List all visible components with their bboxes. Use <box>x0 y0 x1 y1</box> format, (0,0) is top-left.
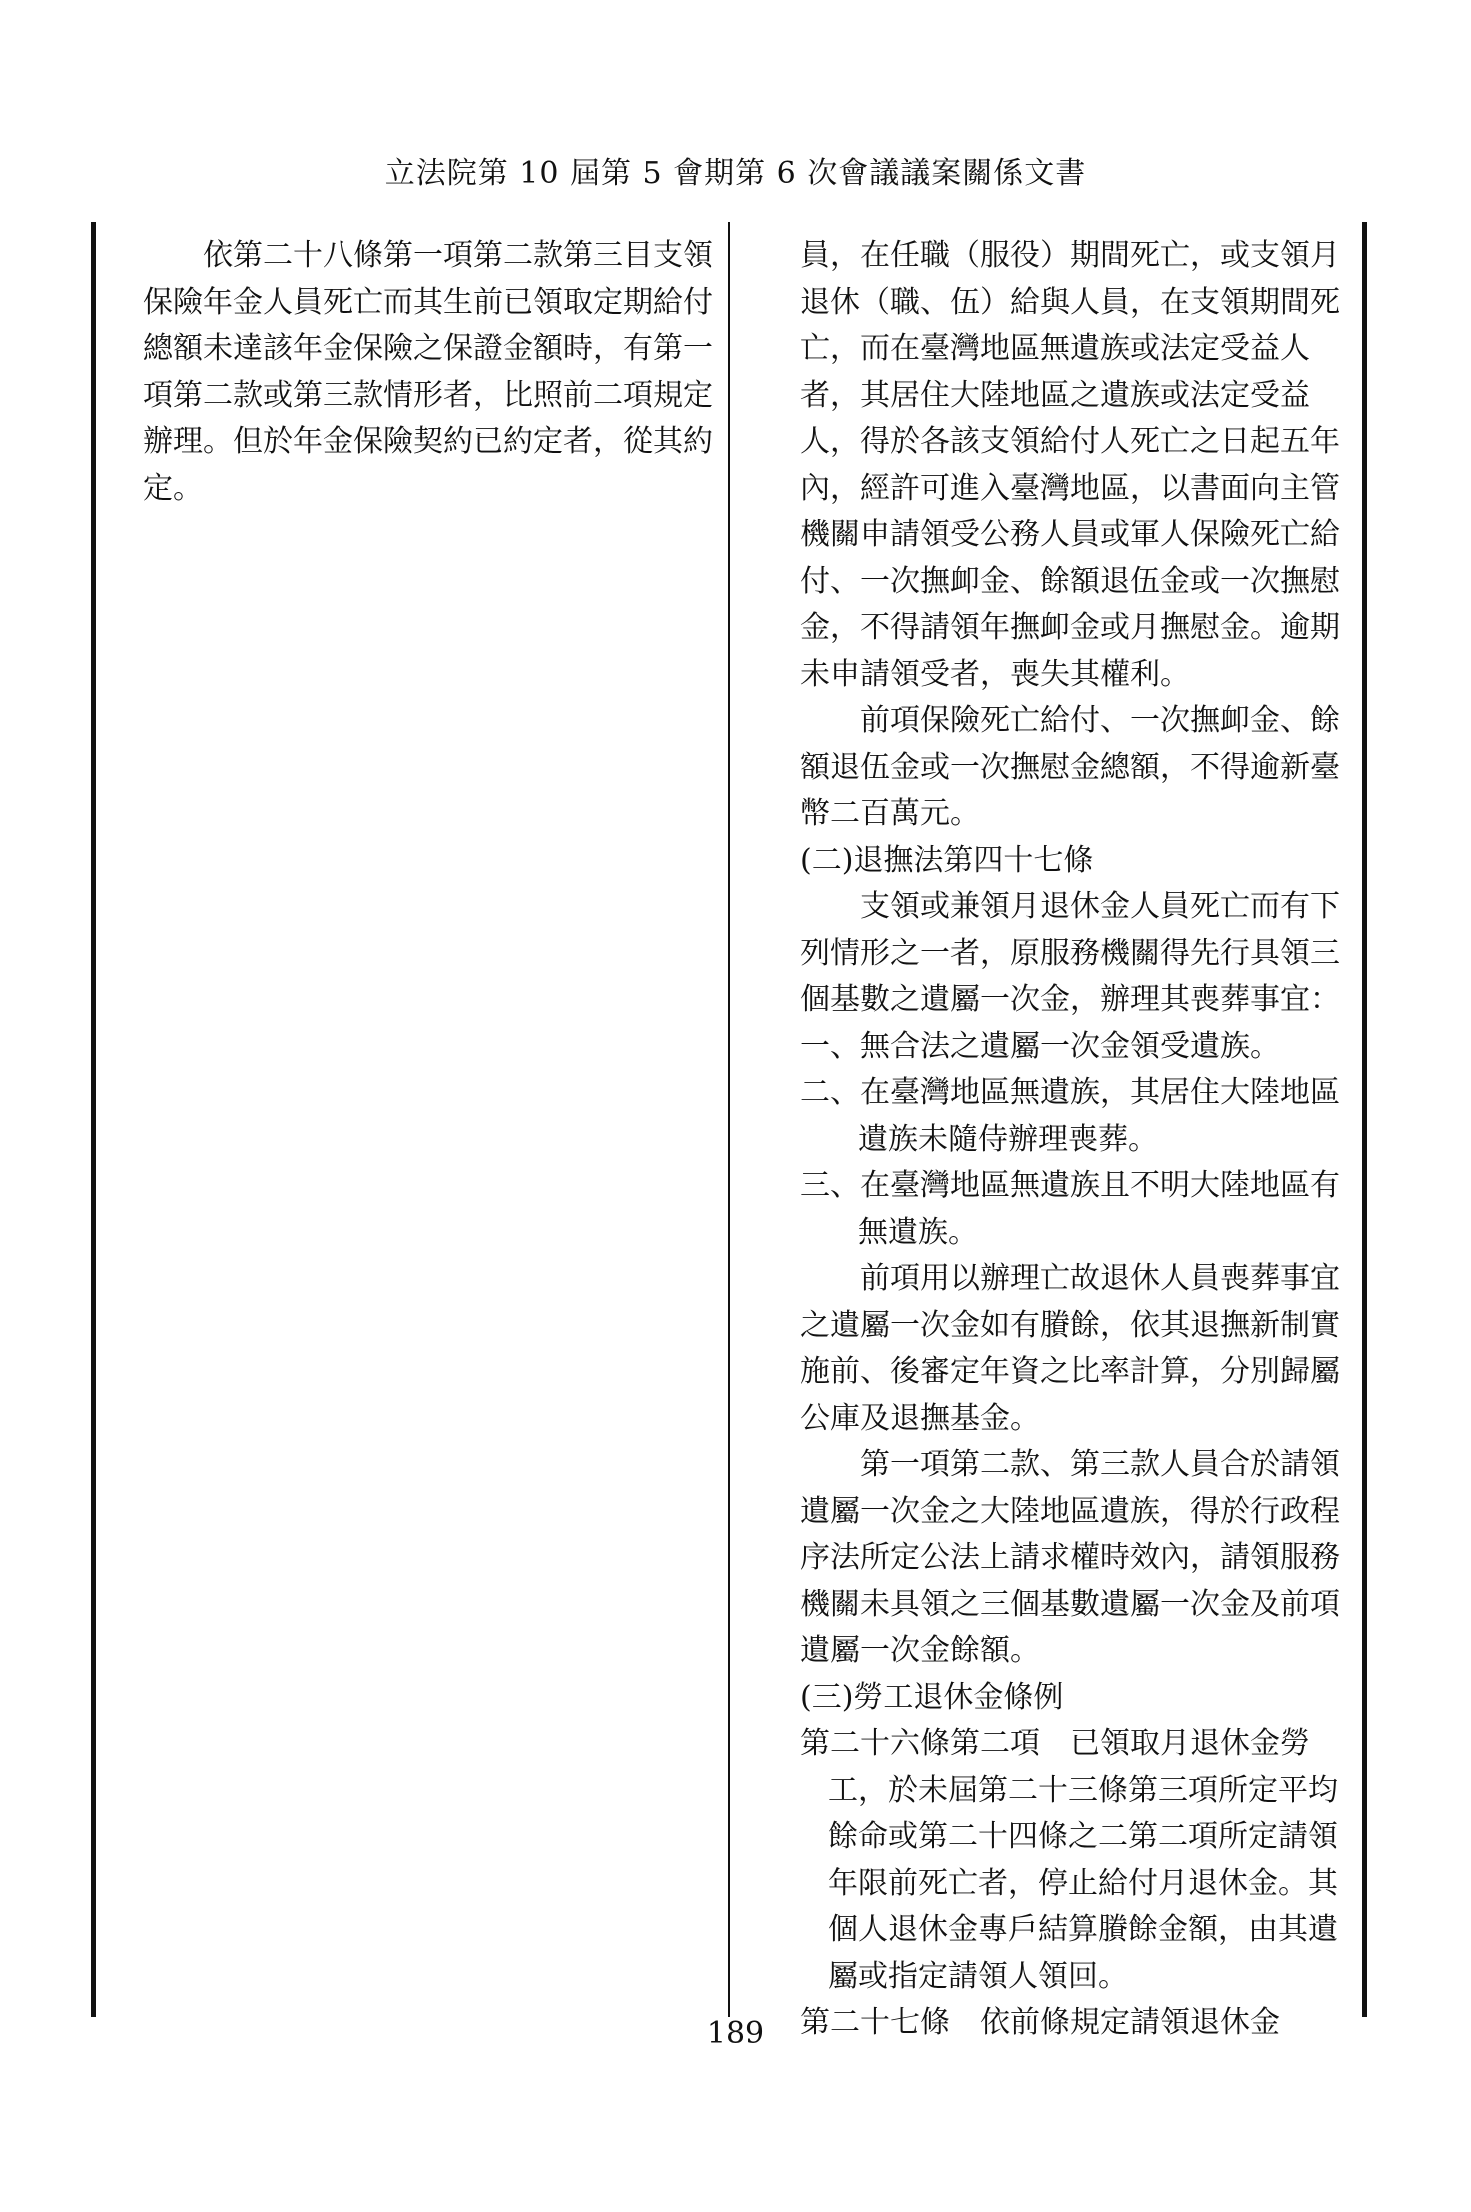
list-item: 三、在臺灣地區無遺族且不明大陸地區有無遺族。 <box>800 1168 1340 1250</box>
list-item: 一、無合法之遺屬一次金領受遺族。 <box>800 1028 1280 1064</box>
section-heading: (三)勞工退休金條例 <box>800 1679 1064 1715</box>
list-item: 二、在臺灣地區無遺族，其居住大陸地區遺族未隨侍辦理喪葬。 <box>800 1075 1340 1157</box>
section-heading: (二)退撫法第四十七條 <box>800 842 1094 878</box>
paragraph: 支領或兼領月退休金人員死亡而有下列情形之一者，原服務機關得先行具領三個基數之遺屬一次金，辦理其喪葬事宜： <box>800 889 1340 1017</box>
page-header: 立法院第 10 屆第 5 會期第 6 次會議議案關係文書 <box>384 156 1087 191</box>
paragraph: 員，在任職（服役）期間死亡，或支領月退休（職、伍）給與人員，在支領期間死亡，而在臺灣地區無遺族或法定受益人者，其居住大陸地區之遺族或法定受益人，得於各該支領給付人死亡之日起五年內，經許可進入臺灣地區，以書面向主管機關申請領受公務人員或軍人保險死亡給付、一次撫卹金、餘額退伍金或一次撫慰金，不得請領年撫卹金或月撫慰金。逾期未申請領受者，喪失其權利。 <box>800 238 1340 692</box>
paragraph: 前項保險死亡給付、一次撫卹金、餘額退伍金或一次撫慰金總額，不得逾新臺幣二百萬元。 <box>800 703 1340 831</box>
paragraph: 依第二十八條第一項第二款第三目支領保險年金人員死亡而其生前已領取定期給付總額未達該年金保險之保證金額時，有第一項第二款或第三款情形者，比照前二項規定辦理。但於年金保險契約已約定者，從其約定。 <box>143 238 713 506</box>
column-divider <box>728 222 730 2017</box>
page-number: 189 <box>706 2016 765 2051</box>
article: 第二十七條 依前條規定請領退休金 <box>800 2005 1280 2040</box>
paragraph: 第一項第二款、第三款人員合於請領遺屬一次金之大陸地區遺族，得於行政程序法所定公法上請求權時效內，請領服務機關未具領之三個基數遺屬一次金及前項遺屬一次金餘額。 <box>800 1447 1340 1668</box>
paragraph: 前項用以辦理亡故退休人員喪葬事宜之遺屬一次金如有賸餘，依其退撫新制實施前、後審定年資之比率計算，分別歸屬公庫及退撫基金。 <box>800 1261 1340 1436</box>
right-column <box>800 233 1345 2047</box>
article: 第二十六條第二項 已領取月退休金勞工，於未屆第二十三條第三項所定平均餘命或第二十四條之二第二項所定請領年限前死亡者，停止給付月退休金。其個人退休金專戶結算賸餘金額，由其遺屬或指定請領人領回。 <box>800 1726 1338 1994</box>
left-column <box>143 233 713 512</box>
left-border <box>91 222 96 2017</box>
right-border <box>1362 222 1367 2017</box>
